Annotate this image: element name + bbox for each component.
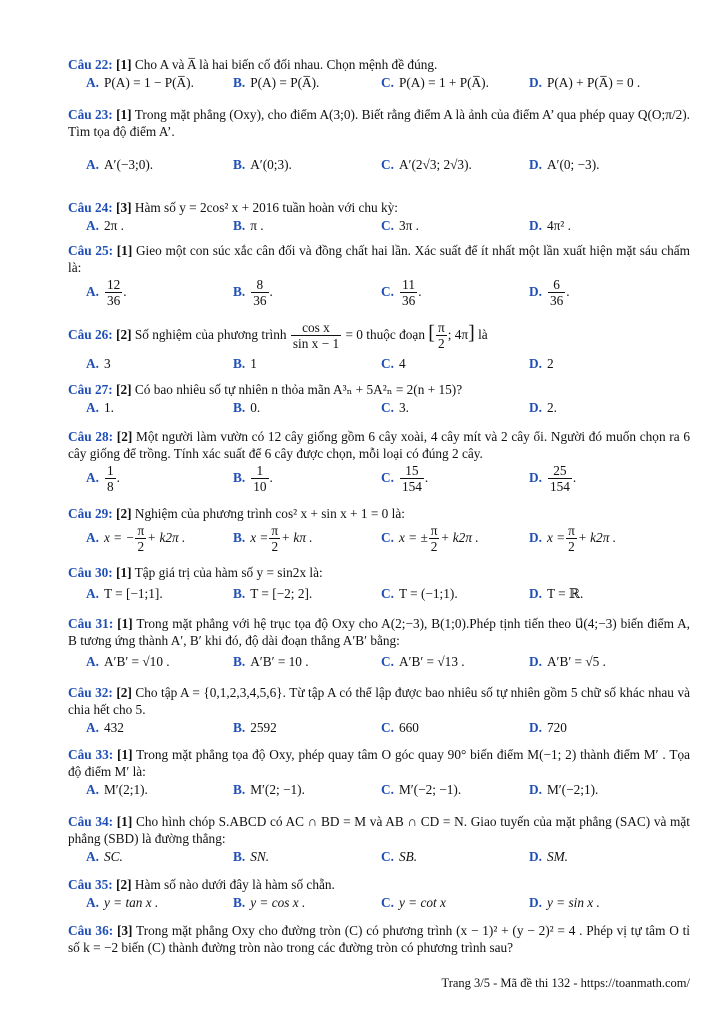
question-body: Cho tập A = {0,1,2,3,4,5,6}. Từ tập A có thể lập được bao nhiêu số tự nhiên gồm 5 chữ số khác nhau và chia hết cho 5. xyxy=(68,685,691,718)
option-text: SM. xyxy=(546,849,568,865)
difficulty-level: [2] xyxy=(116,685,132,700)
option-a[interactable] xyxy=(86,719,124,736)
question-26 xyxy=(68,320,690,377)
numerator: 1 xyxy=(106,463,114,479)
options-row xyxy=(68,156,690,178)
option-label: B. xyxy=(233,720,246,736)
numerator: 1 xyxy=(251,463,268,479)
option-d[interactable] xyxy=(529,399,557,416)
question-text xyxy=(68,615,690,649)
option-a[interactable] xyxy=(86,894,158,911)
option-label: B. xyxy=(233,469,246,485)
numerator: π xyxy=(568,523,575,539)
option-label: C. xyxy=(381,849,394,865)
options-row xyxy=(68,719,690,741)
option-c[interactable]: C. $\frac{11}{36}$ . xyxy=(381,277,422,309)
question-text xyxy=(68,876,690,893)
options-row xyxy=(68,277,690,313)
option-text: M′(−2;1). xyxy=(546,782,599,798)
question-text xyxy=(68,813,690,847)
option-a[interactable] xyxy=(86,653,170,670)
option-text: P(A) + P(A̅) = 0 . xyxy=(546,75,641,91)
option-label: A. xyxy=(86,782,99,798)
question-27 xyxy=(68,381,690,421)
option-label: D. xyxy=(529,218,542,234)
option-label: A. xyxy=(86,75,99,91)
option-c[interactable] xyxy=(381,217,419,234)
question-text xyxy=(68,56,690,73)
option-text: P(A) = 1 + P(A̅). xyxy=(398,75,489,91)
question-number: Câu 23: xyxy=(68,107,113,122)
question-number: Câu 29: xyxy=(68,506,113,521)
option-text: M′(2;1). xyxy=(103,782,148,798)
option-label: C. xyxy=(381,400,394,416)
option-a[interactable] xyxy=(86,585,163,602)
question-25 xyxy=(68,242,690,313)
option-d[interactable] xyxy=(529,894,600,911)
option-b[interactable] xyxy=(233,653,309,670)
difficulty-level: [2] xyxy=(116,429,133,444)
option-d[interactable]: D. $\frac{6}{36}$ . xyxy=(529,277,570,309)
option-label: B. xyxy=(233,400,246,416)
fraction xyxy=(135,523,146,555)
option-label: D. xyxy=(529,157,542,173)
option-text: 3 xyxy=(103,355,111,371)
options-row xyxy=(68,848,690,870)
option-text: M′(2; −1). xyxy=(250,782,305,798)
option-label: B. xyxy=(233,895,246,911)
option-label: A. xyxy=(86,400,99,416)
difficulty-level: [1] xyxy=(117,747,133,762)
option-label: A. xyxy=(86,529,99,545)
option-d[interactable] xyxy=(529,719,567,736)
question-body: Gieo một con súc xắc cân đối và đồng chất hai lần. Xác suất để ít nhất một lần xuất hiện mặt sáu chấm là: xyxy=(68,243,690,276)
option-text: y = cot x xyxy=(398,895,446,911)
option-text: T = (−1;1). xyxy=(398,586,458,602)
option-text: A′(−3;0). xyxy=(103,157,154,173)
question-text xyxy=(68,381,690,398)
options-row xyxy=(68,585,690,607)
option-text: y = cos x . xyxy=(250,895,306,911)
option-d[interactable] xyxy=(529,523,616,555)
question-number: Câu 33: xyxy=(68,747,114,762)
option-label: D. xyxy=(529,654,542,670)
option-text: 4π² . xyxy=(546,218,571,234)
option-pre: x = xyxy=(250,529,269,545)
question-text xyxy=(68,505,690,522)
question-23 xyxy=(68,106,690,178)
option-a[interactable]: A. $\frac{12}{36}$ . xyxy=(86,277,127,309)
option-d[interactable]: D. $\frac{25}{154}$ . xyxy=(529,463,577,495)
question-text xyxy=(68,106,690,140)
option-b[interactable] xyxy=(233,523,313,555)
difficulty-level: [2] xyxy=(116,382,132,397)
fraction xyxy=(251,277,268,309)
option-c[interactable] xyxy=(381,74,489,91)
option-b[interactable] xyxy=(233,781,305,798)
option-c[interactable] xyxy=(381,848,417,865)
question-body: Nghiệm của phương trình cos² x + sin x + 1 = 0 là: xyxy=(134,506,405,521)
denominator: 154 xyxy=(549,479,570,495)
option-post: + kπ . xyxy=(281,529,313,545)
option-c[interactable] xyxy=(381,523,479,555)
denominator: 2 xyxy=(438,336,445,352)
option-b[interactable] xyxy=(233,719,277,736)
option-text: A′(0;3). xyxy=(250,157,292,173)
option-pre: x = ± xyxy=(398,529,428,545)
question-body: Hàm số y = 2cos² x + 2016 tuần hoàn với chu kỳ: xyxy=(134,200,398,215)
question-body: Số nghiệm của phương trình xyxy=(134,326,287,342)
question-number: Câu 24: xyxy=(68,200,113,215)
option-post: + k2π . xyxy=(577,529,617,545)
option-text: 4 xyxy=(398,355,406,371)
option-label: D. xyxy=(529,529,542,545)
denominator: 8 xyxy=(106,479,114,495)
option-post: + k2π . xyxy=(440,529,479,545)
option-label: B. xyxy=(233,218,246,234)
option-text: SC. xyxy=(103,849,123,865)
option-label: C. xyxy=(381,782,394,798)
question-text xyxy=(68,684,690,718)
option-b[interactable] xyxy=(233,894,305,911)
denominator: 2 xyxy=(430,539,438,555)
option-text: A′B′ = √13 . xyxy=(398,654,465,670)
difficulty-level: [1] xyxy=(116,243,133,258)
option-label: A. xyxy=(86,720,99,736)
fraction xyxy=(251,463,268,495)
option-b[interactable] xyxy=(233,156,292,173)
option-b[interactable] xyxy=(233,399,260,416)
option-text: P(A) = 1 − P(A̅). xyxy=(103,75,194,91)
option-pre: x = − xyxy=(103,529,135,545)
option-label: C. xyxy=(381,157,394,173)
options-row xyxy=(68,781,690,803)
question-30 xyxy=(68,564,690,607)
option-d[interactable] xyxy=(529,848,568,865)
denominator: sin x − 1 xyxy=(292,336,340,352)
option-b[interactable] xyxy=(233,585,312,602)
fraction xyxy=(105,277,122,309)
option-c[interactable] xyxy=(381,653,465,670)
option-text: T = ℝ. xyxy=(546,586,584,602)
option-b[interactable] xyxy=(233,848,269,865)
question-33 xyxy=(68,746,690,803)
option-label: D. xyxy=(529,283,542,299)
question-body: Một người làm vườn có 12 cây giống gồm 6 cây xoài, 4 cây mít và 2 cây ổi. Người đó muốn chọn ra 6 cây giống để trồng. Tính xác suất để 6 cây được chọn, mỗi loại có đúng 2 cây. xyxy=(68,429,690,462)
option-text: M′(−2; −1). xyxy=(398,782,462,798)
option-text: T = [−1;1]. xyxy=(103,586,163,602)
denominator: 2 xyxy=(137,539,145,555)
option-a[interactable] xyxy=(86,399,114,416)
option-label: A. xyxy=(86,469,99,485)
denominator: 2 xyxy=(568,539,575,555)
option-text: 2π . xyxy=(103,218,124,234)
option-label: B. xyxy=(233,586,246,602)
fraction xyxy=(566,523,577,555)
option-a[interactable] xyxy=(86,156,153,173)
denominator: 36 xyxy=(253,293,267,309)
question-number: Câu 32: xyxy=(68,685,113,700)
option-label: A. xyxy=(86,283,99,299)
question-number: Câu 28: xyxy=(68,429,114,444)
option-label: B. xyxy=(233,355,246,371)
option-a[interactable] xyxy=(86,848,123,865)
option-text: y = sin x . xyxy=(546,895,600,911)
question-body: Trong mặt phẳng (Oxy), cho điểm A(3;0). Biết rằng điểm A là ảnh của điểm A’ qua phép quay Q(O;π/2). Tìm tọa độ điểm A’. xyxy=(68,107,691,140)
option-post: + k2π . xyxy=(147,529,186,545)
question-32 xyxy=(68,684,690,741)
equation-fraction xyxy=(291,320,341,352)
numerator: π xyxy=(437,320,445,335)
page-footer: Trang 3/5 - Mã đề thi 132 - https://toanmath.com/ xyxy=(441,976,690,990)
fraction xyxy=(548,277,565,309)
option-label: B. xyxy=(233,849,246,865)
option-text: A′(2√3; 2√3). xyxy=(398,157,472,173)
option-d[interactable] xyxy=(529,74,640,91)
numerator: 8 xyxy=(251,277,268,293)
options-row xyxy=(68,74,690,96)
question-text xyxy=(68,922,690,956)
question-number: Câu 25: xyxy=(68,243,114,258)
question-29 xyxy=(68,505,690,559)
option-c[interactable] xyxy=(381,355,406,372)
fraction xyxy=(400,463,424,495)
option-c[interactable] xyxy=(381,585,458,602)
option-c[interactable] xyxy=(381,781,461,798)
option-c[interactable] xyxy=(381,399,409,416)
option-c[interactable]: C. $\frac{15}{154}$ . xyxy=(381,463,429,495)
question-body: Tập giá trị của hàm số y = sin2x là: xyxy=(134,565,323,580)
question-number: Câu 35: xyxy=(68,877,113,892)
difficulty-level: [3] xyxy=(116,200,132,215)
option-text: π . xyxy=(250,218,264,234)
option-a[interactable] xyxy=(86,74,194,91)
question-24 xyxy=(68,199,690,239)
option-c[interactable] xyxy=(381,894,446,911)
question-text xyxy=(68,242,690,276)
option-text: 2. xyxy=(546,400,557,416)
option-text: 0. xyxy=(250,400,261,416)
option-b[interactable] xyxy=(233,217,264,234)
question-text: Câu 26: [2] Số nghiệm của phương trình $\frac{\text{cos x}}{\text{sin x − 1}}$ = 0 thuộc đoạn [ $\frac{\pi}{2}$ ; 4π] là xyxy=(68,320,488,352)
question-36 xyxy=(68,922,690,956)
option-label: A. xyxy=(86,849,99,865)
options-row xyxy=(68,463,690,499)
difficulty-level: [3] xyxy=(116,923,133,938)
option-d[interactable] xyxy=(529,781,598,798)
question-number: Câu 34: xyxy=(68,814,114,829)
option-label: D. xyxy=(529,895,542,911)
numerator: 12 xyxy=(106,277,121,293)
option-label: C. xyxy=(381,469,394,485)
question-body: Có bao nhiêu số tự nhiên n thỏa mãn A³ₙ + 5A²ₙ = 2(n + 15)? xyxy=(134,382,463,397)
option-label: D. xyxy=(529,782,542,798)
option-text: 2592 xyxy=(250,720,277,736)
option-label: D. xyxy=(529,469,542,485)
question-number: Câu 36: xyxy=(68,923,114,938)
option-b[interactable] xyxy=(233,74,319,91)
question-body: Cho A và A̅ là hai biến cố đối nhau. Chọn mệnh đề đúng. xyxy=(134,57,438,72)
option-text: A′B′ = √10 . xyxy=(103,654,170,670)
option-a[interactable] xyxy=(86,523,185,555)
difficulty-level: [2] xyxy=(116,506,132,521)
option-label: D. xyxy=(529,586,542,602)
question-body: Trong mặt phẳng Oxy cho đường tròn (C) có phương trình (x − 1)² + (y − 2)² = 4 . Phép vị tự tâm O tỉ số k = −2 biến (C) thành đường tròn nào trong các đường tròn có phương trình sau? xyxy=(68,923,690,956)
difficulty-level: [1] xyxy=(116,565,132,580)
option-text: 2 xyxy=(546,355,554,371)
question-text xyxy=(68,746,690,780)
option-label: D. xyxy=(529,720,542,736)
option-label: D. xyxy=(529,75,542,91)
option-text: 3. xyxy=(398,400,409,416)
option-text: A′B′ = 10 . xyxy=(250,654,309,670)
option-text: 720 xyxy=(546,720,567,736)
option-label: B. xyxy=(233,157,246,173)
option-label: A. xyxy=(86,654,99,670)
option-pre: x = xyxy=(546,529,566,545)
option-d[interactable] xyxy=(529,217,571,234)
numerator: cos x xyxy=(291,320,341,336)
question-number: Câu 26: xyxy=(68,326,113,342)
question-number: Câu 30: xyxy=(68,565,113,580)
option-label: C. xyxy=(381,586,394,602)
options-row xyxy=(68,894,690,916)
denominator: 36 xyxy=(401,293,416,309)
fraction xyxy=(400,277,417,309)
numerator: 11 xyxy=(400,277,417,293)
option-a[interactable] xyxy=(86,355,111,372)
option-d[interactable] xyxy=(529,156,599,173)
question-body: Hàm số nào dưới đây là hàm số chẵn. xyxy=(134,877,335,892)
option-label: A. xyxy=(86,895,99,911)
option-label: C. xyxy=(381,895,394,911)
option-b[interactable]: B. $\frac{8}{36}$ . xyxy=(233,277,273,309)
question-number: Câu 22: xyxy=(68,57,113,72)
question-text xyxy=(68,428,690,462)
option-label: A. xyxy=(86,157,99,173)
option-label: B. xyxy=(233,782,246,798)
option-label: C. xyxy=(381,355,394,371)
denominator: 10 xyxy=(253,479,267,495)
option-text: 3π . xyxy=(398,218,419,234)
fraction xyxy=(269,523,280,555)
option-text: A′B′ = √5 . xyxy=(546,654,606,670)
numerator: 6 xyxy=(548,277,565,293)
option-a[interactable]: A. $\frac{1}{8}$ . xyxy=(86,463,120,495)
difficulty-level: [1] xyxy=(116,814,133,829)
numerator: π xyxy=(271,523,279,539)
option-label: B. xyxy=(233,529,246,545)
option-label: D. xyxy=(529,400,542,416)
option-text: P(A) = P(A̅). xyxy=(250,75,320,91)
difficulty-level: [1] xyxy=(116,107,132,122)
option-label: B. xyxy=(233,654,246,670)
option-d[interactable] xyxy=(529,585,583,602)
question-number: Câu 27: xyxy=(68,382,113,397)
question-text xyxy=(68,564,690,581)
question-body: Trong mặt phẳng tọa độ Oxy, phép quay tâm O góc quay 90° biến điểm M(−1; 2) thành điểm M′ . Tọa độ điểm M′ là: xyxy=(68,747,690,780)
option-text: SN. xyxy=(250,849,270,865)
option-label: B. xyxy=(233,283,246,299)
question-body: Cho hình chóp S.ABCD có AC ∩ BD = M và AB ∩ CD = N. Giao tuyến của mặt phẳng (SAC) và mặt phẳng (SBD) là đường thẳng: xyxy=(68,814,690,847)
option-b[interactable]: B. $\frac{1}{10}$ . xyxy=(233,463,273,495)
option-label: D. xyxy=(529,849,542,865)
option-c[interactable] xyxy=(381,719,419,736)
option-label: A. xyxy=(86,586,99,602)
question-28 xyxy=(68,428,690,499)
numerator: π xyxy=(430,523,438,539)
question-text xyxy=(68,199,690,216)
option-label: B. xyxy=(233,75,246,91)
option-d[interactable] xyxy=(529,355,554,372)
option-label: C. xyxy=(381,75,394,91)
option-text: 1 xyxy=(250,355,257,371)
option-label: C. xyxy=(381,720,394,736)
question-body-end: là xyxy=(478,326,488,342)
option-text: T = [−2; 2]. xyxy=(250,586,313,602)
option-a[interactable] xyxy=(86,781,148,798)
denominator: 2 xyxy=(271,539,279,555)
option-text: y = tan x . xyxy=(103,895,159,911)
option-text: A′(0; −3). xyxy=(546,157,600,173)
difficulty-level: [1] xyxy=(117,616,133,631)
question-22 xyxy=(68,56,690,96)
fraction xyxy=(548,463,572,495)
options-row xyxy=(68,355,690,377)
numerator: 15 xyxy=(400,463,424,479)
option-b[interactable] xyxy=(233,355,257,372)
difficulty-level: [1] xyxy=(116,57,132,72)
numerator: 25 xyxy=(548,463,572,479)
option-label: A. xyxy=(86,355,99,371)
options-row xyxy=(68,653,690,675)
option-text: 432 xyxy=(103,720,124,736)
option-c[interactable] xyxy=(381,156,472,173)
option-label: C. xyxy=(381,283,394,299)
option-label: C. xyxy=(381,529,394,545)
question-number: Câu 31: xyxy=(68,616,114,631)
option-a[interactable] xyxy=(86,217,124,234)
question-34 xyxy=(68,813,690,870)
difficulty-level: [2] xyxy=(116,326,132,342)
option-label: D. xyxy=(529,355,542,371)
option-text: 1. xyxy=(103,400,114,416)
option-d[interactable] xyxy=(529,653,606,670)
denominator: 36 xyxy=(549,293,564,309)
option-label: C. xyxy=(381,218,394,234)
question-35 xyxy=(68,876,690,916)
numerator: π xyxy=(137,523,145,539)
denominator: 154 xyxy=(401,479,422,495)
options-row xyxy=(68,399,690,421)
question-body-cont: = 0 thuộc đoạn xyxy=(345,326,425,342)
fraction xyxy=(429,523,440,555)
interval-end: ; 4π xyxy=(447,326,469,342)
question-31 xyxy=(68,615,690,675)
option-label: C. xyxy=(381,654,394,670)
question-body: Trong mặt phẳng với hệ trục tọa độ Oxy cho A(2;−3), B(1;0).Phép tịnh tiến theo u⃗(4;−3) biến điểm A, B tương ứng thành A′, B′ khi đó, độ dài đoạn thẳng A′B′ bằng: xyxy=(68,616,691,649)
option-text: 660 xyxy=(398,720,419,736)
fraction xyxy=(105,463,116,495)
difficulty-level: [2] xyxy=(116,877,132,892)
options-row xyxy=(68,217,690,239)
option-text: SB. xyxy=(398,849,418,865)
denominator: 36 xyxy=(106,293,121,309)
interval-fraction xyxy=(436,320,447,352)
option-label: A. xyxy=(86,218,99,234)
options-row xyxy=(68,523,690,559)
